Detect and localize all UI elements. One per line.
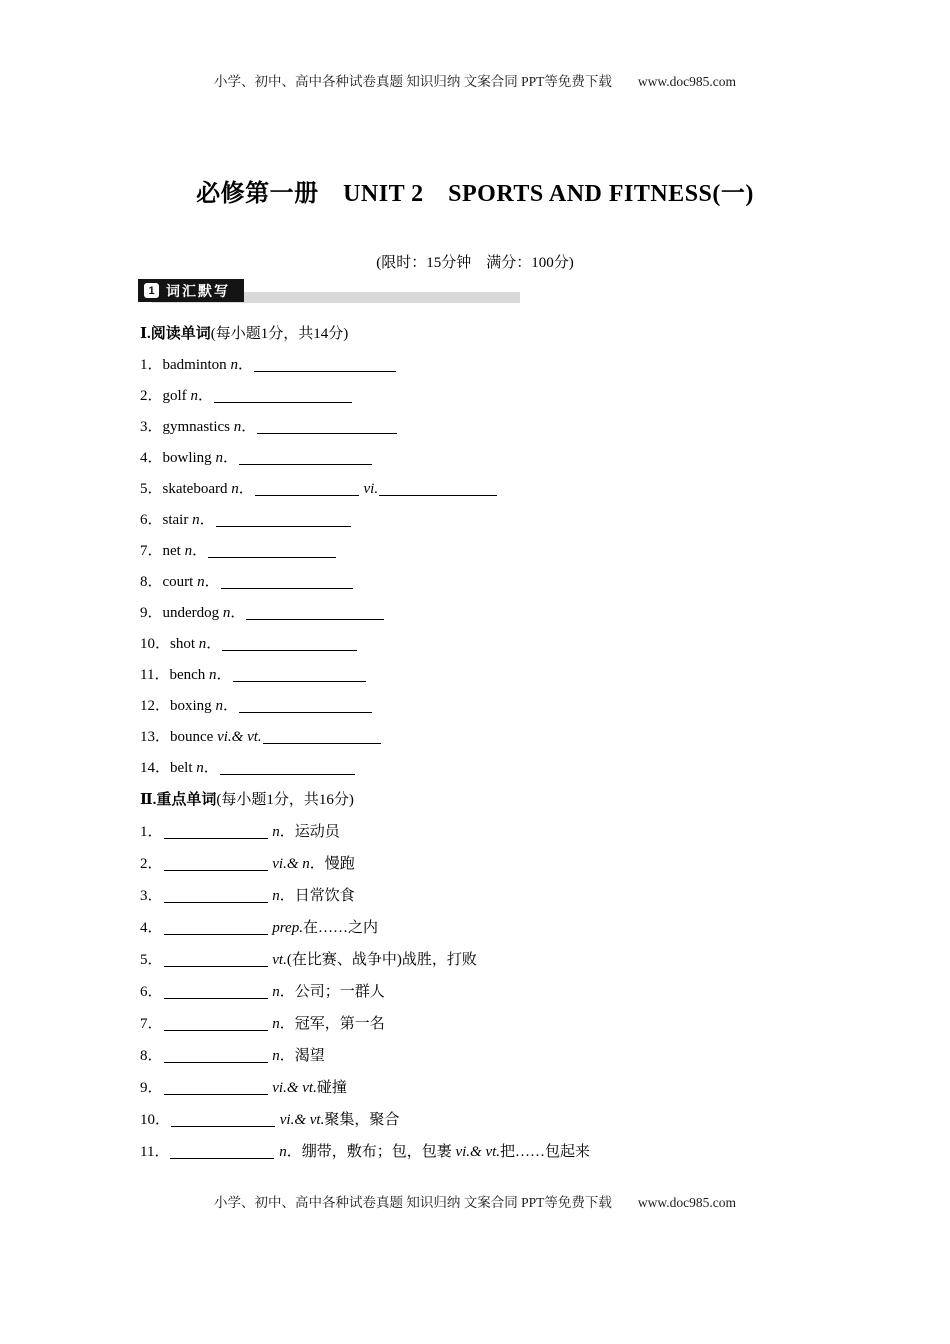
item-text: ． bbox=[238, 481, 254, 497]
item-text: ． bbox=[204, 574, 220, 590]
header-text: 小学、初中、高中各种试卷真题 知识归纳 文案合同 PPT等免费下载 bbox=[214, 74, 612, 89]
answer-blank bbox=[208, 554, 336, 558]
answer-blank bbox=[257, 430, 397, 434]
item-text: ．运动员 bbox=[279, 824, 340, 840]
footer-text: 小学、初中、高中各种试卷真题 知识归纳 文案合同 PPT等免费下载 bbox=[214, 1195, 612, 1210]
part-of-speech-label: n bbox=[272, 984, 280, 1000]
item-text: net bbox=[162, 543, 185, 559]
item-text: stair bbox=[162, 512, 193, 528]
item-number: 8． bbox=[140, 574, 163, 590]
item-text: boxing bbox=[170, 698, 216, 714]
item-text: shot bbox=[170, 636, 199, 652]
item-text: ． bbox=[206, 636, 222, 652]
item-text: gymnastics bbox=[162, 419, 234, 435]
footer-url-link[interactable]: www.doc985.com bbox=[637, 1195, 736, 1210]
exam-limits-subtitle: (限时：15分钟 满分：100分) bbox=[376, 255, 574, 271]
answer-blank bbox=[379, 492, 497, 496]
part-of-speech-label: vi.& vt. bbox=[279, 1112, 325, 1128]
item-number: 11． bbox=[140, 667, 170, 683]
answer-blank bbox=[164, 1027, 268, 1031]
answer-blank bbox=[239, 461, 372, 465]
item-text: golf bbox=[162, 388, 191, 404]
part1-heading-score: (每小题1分，共14分) bbox=[210, 326, 349, 342]
item-text: ．绷带，敷布；包，包裹 bbox=[286, 1144, 456, 1160]
answer-blank bbox=[214, 399, 352, 403]
item-text: ． bbox=[222, 698, 238, 714]
item-number: 9． bbox=[140, 1080, 163, 1096]
worksheet-item bbox=[140, 505, 840, 536]
item-number: 5． bbox=[140, 481, 163, 497]
answer-blank bbox=[263, 740, 381, 744]
item-text: underdog bbox=[162, 605, 223, 621]
item-text: bounce bbox=[170, 729, 218, 745]
worksheet-item bbox=[140, 912, 840, 944]
part-of-speech-label: vi.& n bbox=[272, 856, 310, 872]
answer-blank bbox=[233, 678, 366, 682]
part-of-speech-label: vi.& vt. bbox=[455, 1144, 501, 1160]
part-of-speech-label: n bbox=[196, 760, 204, 776]
item-text: ． bbox=[230, 605, 246, 621]
worksheet-item bbox=[140, 691, 840, 722]
item-number: 7． bbox=[140, 543, 163, 559]
part-of-speech-label: prep. bbox=[272, 920, 303, 936]
page-footer bbox=[0, 1191, 950, 1211]
worksheet-item bbox=[140, 753, 840, 784]
part-of-speech-label: n bbox=[198, 636, 207, 652]
part-of-speech-label: vi. bbox=[363, 481, 379, 497]
answer-blank bbox=[221, 585, 353, 589]
item-number: 1． bbox=[140, 824, 163, 840]
item-number: 1． bbox=[140, 357, 163, 373]
item-text: ．慢跑 bbox=[309, 856, 355, 872]
part-of-speech-label: n bbox=[197, 574, 205, 590]
item-text: bowling bbox=[162, 450, 216, 466]
item-text: badminton bbox=[162, 357, 231, 373]
worksheet-item bbox=[140, 567, 840, 598]
answer-blank bbox=[164, 963, 268, 967]
answer-blank bbox=[164, 899, 268, 903]
part2-heading-score: (每小题1分，共16分) bbox=[216, 792, 354, 808]
item-text: ． bbox=[237, 357, 253, 373]
item-number: 7． bbox=[140, 1016, 163, 1032]
worksheet-item bbox=[140, 474, 840, 505]
part-of-speech-label: n bbox=[279, 1144, 287, 1160]
worksheet-item bbox=[140, 381, 840, 412]
section-banner-label: 词汇默写 bbox=[166, 282, 230, 299]
part1-heading-title: Ⅰ.阅读单词 bbox=[140, 326, 211, 342]
item-text: ． bbox=[192, 543, 208, 559]
part2-heading bbox=[140, 784, 840, 816]
part1-item-list bbox=[140, 350, 840, 784]
item-number: 11． bbox=[140, 1144, 170, 1160]
worksheet-item bbox=[140, 350, 840, 381]
worksheet-item bbox=[140, 1072, 840, 1104]
item-text: ．公司；一群人 bbox=[279, 984, 385, 1000]
answer-blank bbox=[170, 1155, 274, 1159]
part1-heading bbox=[140, 318, 840, 350]
part-of-speech-label: n bbox=[215, 698, 223, 714]
worksheet-item bbox=[140, 976, 840, 1008]
part-of-speech-label: n bbox=[272, 1016, 280, 1032]
worksheet-item bbox=[140, 722, 840, 753]
worksheet-item bbox=[140, 629, 840, 660]
part-of-speech-label: n bbox=[209, 667, 217, 683]
answer-blank bbox=[216, 523, 351, 527]
item-text: ． bbox=[199, 512, 215, 528]
worksheet-item bbox=[140, 443, 840, 474]
header-url-link[interactable]: www.doc985.com bbox=[637, 74, 736, 89]
item-text: ． bbox=[197, 388, 213, 404]
answer-blank bbox=[220, 771, 355, 775]
item-text: ．日常饮食 bbox=[279, 888, 355, 904]
page-header bbox=[0, 70, 950, 90]
worksheet-item bbox=[140, 1008, 840, 1040]
item-text: ． bbox=[241, 419, 257, 435]
item-text: ．渴望 bbox=[279, 1048, 325, 1064]
item-number: 10． bbox=[140, 636, 171, 652]
worksheet-item bbox=[140, 536, 840, 567]
answer-blank bbox=[239, 709, 372, 713]
worksheet-item bbox=[140, 660, 840, 691]
answer-blank bbox=[222, 647, 357, 651]
part-of-speech-label: n bbox=[184, 543, 193, 559]
answer-blank bbox=[164, 931, 268, 935]
worksheet-item bbox=[140, 598, 840, 629]
item-text: 把……包起来 bbox=[500, 1144, 591, 1160]
worksheet-item bbox=[140, 1136, 840, 1168]
worksheet-item bbox=[140, 816, 840, 848]
item-number: 14． bbox=[140, 760, 171, 776]
part-of-speech-label: n bbox=[272, 888, 280, 904]
answer-blank bbox=[164, 995, 268, 999]
part2-heading-title: Ⅱ.重点单词 bbox=[140, 792, 217, 808]
item-text: 在……之内 bbox=[302, 920, 378, 936]
part-of-speech-label: n bbox=[215, 450, 223, 466]
part-of-speech-label: n bbox=[231, 481, 239, 497]
part-of-speech-label: vi.& vt. bbox=[217, 729, 262, 745]
part-of-speech-label: vi.& vt. bbox=[272, 1080, 317, 1096]
item-text: ． bbox=[203, 760, 219, 776]
item-number: 2． bbox=[140, 856, 163, 872]
item-text: ．冠军，第一名 bbox=[279, 1016, 385, 1032]
item-text: ． bbox=[222, 450, 238, 466]
page-title: 必修第一册 UNIT 2 SPORTS AND FITNESS(一) bbox=[196, 181, 754, 207]
answer-blank bbox=[246, 616, 384, 620]
item-number: 4． bbox=[140, 450, 163, 466]
answer-blank bbox=[164, 835, 268, 839]
answer-blank bbox=[254, 368, 396, 372]
item-number: 6． bbox=[140, 984, 163, 1000]
worksheet-item bbox=[140, 412, 840, 443]
part-of-speech-label: n bbox=[190, 388, 198, 404]
section-banner bbox=[138, 279, 538, 305]
section-number-icon: 1 bbox=[144, 283, 159, 298]
part-of-speech-label: n bbox=[222, 605, 231, 621]
answer-blank bbox=[171, 1123, 275, 1127]
part-of-speech-label: n bbox=[272, 824, 280, 840]
item-number: 12． bbox=[140, 698, 171, 714]
part2-item-list bbox=[140, 816, 840, 1168]
item-text: 聚集，聚合 bbox=[324, 1112, 400, 1128]
item-text: ． bbox=[216, 667, 232, 683]
worksheet-item bbox=[140, 848, 840, 880]
item-text: skateboard bbox=[162, 481, 232, 497]
worksheet-content bbox=[140, 318, 840, 1168]
part-of-speech-label: n bbox=[192, 512, 200, 528]
worksheet-item bbox=[140, 1104, 840, 1136]
worksheet-item bbox=[140, 1040, 840, 1072]
item-text: court bbox=[162, 574, 198, 590]
item-number: 4． bbox=[140, 920, 163, 936]
item-number: 2． bbox=[140, 388, 163, 404]
answer-blank bbox=[164, 867, 268, 871]
item-text: 碰撞 bbox=[316, 1080, 347, 1096]
item-number: 3． bbox=[140, 888, 163, 904]
item-number: 10． bbox=[140, 1112, 171, 1128]
worksheet-item bbox=[140, 880, 840, 912]
item-number: 3． bbox=[140, 419, 163, 435]
item-text: belt bbox=[170, 760, 197, 776]
answer-blank bbox=[164, 1059, 268, 1063]
item-text: (在比赛、战争中)战胜，打败 bbox=[286, 952, 477, 968]
worksheet-item bbox=[140, 944, 840, 976]
item-number: 6． bbox=[140, 512, 163, 528]
part-of-speech-label: n bbox=[272, 1048, 280, 1064]
answer-blank bbox=[164, 1091, 268, 1095]
part-of-speech-label: n bbox=[230, 357, 238, 373]
item-number: 9． bbox=[140, 605, 163, 621]
part-of-speech-label: vt. bbox=[272, 952, 287, 968]
item-number: 13． bbox=[140, 729, 171, 745]
answer-blank bbox=[255, 492, 359, 496]
section-banner-bar bbox=[138, 279, 244, 302]
item-text: bench bbox=[169, 667, 210, 683]
part-of-speech-label: n bbox=[233, 419, 242, 435]
item-number: 8． bbox=[140, 1048, 163, 1064]
item-number: 5． bbox=[140, 952, 163, 968]
